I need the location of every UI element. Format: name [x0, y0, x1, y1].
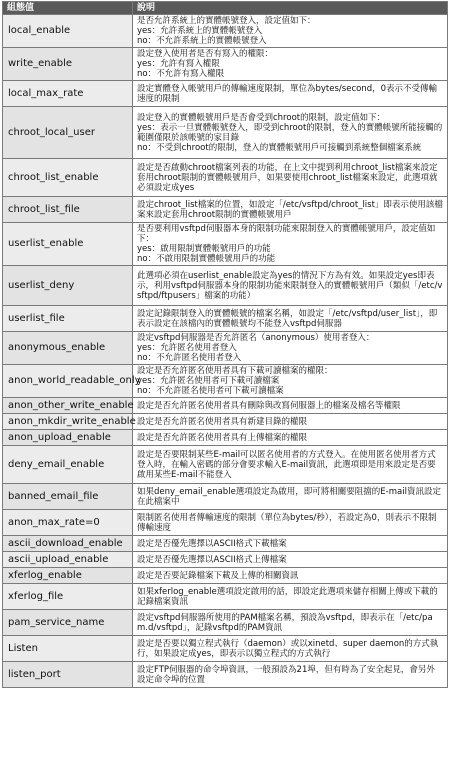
description-line: 如果xferlog_enable選項設定啟用的話，即設定此選項來儲存相關上傳或下載的記錄檔案資訊 — [137, 586, 438, 607]
config-description-cell — [133, 584, 448, 610]
description-line: no：不允許匿名使用者登入 — [137, 353, 242, 363]
description-line: 設定vsftpd伺服器所使用的PAM檔案名稱，預設為vsftpd，即表示在「/etc/pam.d/vsftpd」，記錄vsftpd的PAM資訊 — [137, 612, 433, 633]
table-row — [3, 552, 448, 568]
table-header-row — [3, 2, 448, 15]
config-key-cell: xferlog_file — [3, 584, 133, 610]
description-line: 設定是否允許匿名使用者具有刪除與改寫伺服器上的檔案及檔名等權限 — [137, 400, 401, 411]
description-line: yes：啟用限制實體帳號用戶的功能 — [137, 244, 271, 254]
config-description-cell — [133, 510, 448, 536]
table-row — [3, 510, 448, 536]
description-line: 設定實體登入帳號用戶的傳輸速度限制，單位為bytes/second，0表示不受傳輸速度的限制 — [137, 83, 438, 104]
description-line: 設定是否優先選擇以ASCII格式下載檔案 — [137, 538, 287, 549]
description-line: no：不允許系統上的實體帳號登入 — [137, 36, 267, 46]
config-key-cell: anon_mkdir_write_enable — [3, 414, 133, 430]
config-key-cell: chroot_list_file — [3, 197, 133, 223]
table-row — [3, 536, 448, 552]
table-row — [3, 484, 448, 510]
config-description-cell — [133, 662, 448, 688]
config-description-cell — [133, 365, 448, 398]
vsftpd-config-table — [2, 1, 448, 688]
config-description-cell — [133, 414, 448, 430]
description-line: yes：允許匿名使用者登入 — [137, 343, 237, 353]
description-line: 設定是否要以獨立程式執行（daemon）或以xinetd、super daemon的方式執行，如果設定成yes，即表示以獨立程式的方式執行 — [137, 638, 439, 659]
description-line: no：不允許有寫入權限 — [137, 69, 225, 79]
table-body — [3, 15, 448, 688]
description-line: 設定是否允許匿名使用者具有下載可讀檔案的權限： — [137, 366, 333, 376]
config-key-cell: pam_service_name — [3, 610, 133, 636]
config-key-cell: anon_other_write_enable — [3, 398, 133, 414]
header-description: 說明 — [133, 2, 448, 15]
config-key-cell: deny_email_enable — [3, 446, 133, 484]
config-key-cell: ascii_download_enable — [3, 536, 133, 552]
description-line: 此選項必須在userlist_enable設定為yes的情況下方為有效。如果設定yes即表示，利用vsftpd伺服器本身的限制功能來限制登入的實體帳號用戶（類似「/etc/vsftpd/ftpusers」檔案的功能） — [137, 270, 443, 301]
table-row — [3, 446, 448, 484]
description-line: 設定vsftpd伺服器是否允許匿名（anonymous）使用者登入： — [137, 333, 375, 343]
table-row — [3, 568, 448, 584]
description-line: 限制匿名使用者傳輸速度的限制（單位為bytes/秒），若設定為0，則表示不限制傳輸速度 — [137, 512, 437, 533]
table-row — [3, 15, 448, 48]
description-line: yes：允許匿名使用者可下載可讀檔案 — [137, 376, 280, 386]
description-line: yes：表示一旦實體帳號登入，即受到chroot的限制，登入的實體帳號所能接觸的範圍僅限於該帳號的家目錄 — [137, 122, 443, 143]
description-line: 設定是否要記錄檔案下載及上傳的相關資訊 — [137, 570, 299, 581]
config-description-cell — [133, 48, 448, 81]
config-description-cell — [133, 159, 448, 197]
config-description-cell — [133, 332, 448, 365]
config-key-cell: xferlog_enable — [3, 568, 133, 584]
config-description-cell — [133, 306, 448, 332]
table-row — [3, 223, 448, 266]
config-description-cell — [133, 430, 448, 446]
table-row — [3, 414, 448, 430]
config-key-cell: listen_port — [3, 662, 133, 688]
table-row — [3, 48, 448, 81]
config-key-cell: anon_max_rate=0 — [3, 510, 133, 536]
description-line: 設定chroot_list檔案的位置，如設定「/etc/vsftpd/chroot_list」即表示使用該檔案來設定套用chroot限制的實體帳號用戶 — [137, 199, 443, 220]
config-description-cell — [133, 446, 448, 484]
description-line: 如果deny_email_enable選項設定為啟用，即可將相關要阻擋的E-mail資訊設定在此檔案中 — [137, 486, 441, 507]
description-line: 設定是否要限制某些E-mail可以匿名使用者的方式登入。在使用匿名使用者方式登入時，在輸入密碼的部分會要求輸入E-mail資訊，此選項即是用來設定是否要啟用某些E-mail不能登入 — [137, 449, 436, 480]
config-key-cell: anonymous_enable — [3, 332, 133, 365]
table-row — [3, 306, 448, 332]
description-line: 設定登入的實體帳號用戶是否會受到chroot的限制，設定值如下： — [137, 112, 386, 123]
config-description-cell — [133, 15, 448, 48]
description-line: 是否允許系統上的實體帳號登入，設定值如下： — [137, 16, 316, 26]
config-key-cell: Listen — [3, 636, 133, 662]
config-description-cell — [133, 568, 448, 584]
description-line: 設定FTP伺服器的命令埠資訊，一般預設為21埠，但有時為了安全起見，會另外設定命令埠的位置 — [137, 664, 435, 685]
config-key-cell: local_max_rate — [3, 81, 133, 107]
header-config-value: 組態值 — [3, 2, 133, 15]
config-key-cell: chroot_list_enable — [3, 159, 133, 197]
config-key-cell: anon_world_readable_only — [3, 365, 133, 398]
table-row — [3, 197, 448, 223]
table-row — [3, 332, 448, 365]
config-key-cell: local_enable — [3, 15, 133, 48]
table-row — [3, 584, 448, 610]
config-table-container — [2, 1, 448, 688]
description-line: no：不啟用限制實體帳號用戶的功能 — [137, 254, 276, 264]
config-description-cell — [133, 266, 448, 306]
table-row — [3, 81, 448, 107]
description-line: 設定登入使用者是否有寫入的權限： — [137, 49, 274, 59]
table-row — [3, 159, 448, 197]
table-row — [3, 636, 448, 662]
config-key-cell: chroot_local_user — [3, 107, 133, 159]
table-row — [3, 662, 448, 688]
config-description-cell — [133, 223, 448, 266]
config-key-cell: anon_upload_enable — [3, 430, 133, 446]
description-line: no：不受到chroot的限制，登入的實體帳號用戶可接觸到系統整個檔案系統 — [137, 142, 422, 153]
config-key-cell: userlist_deny — [3, 266, 133, 306]
description-line: 設定是否啟動chroot檔案列表的功能，在上文中提到利用chroot_list檔案來設定套用chroot限制的實體帳號用戶，如果要使用chroot_list檔案來設定，此選項就必須設定成yes — [137, 162, 438, 193]
description-line: yes：允許有寫入權限 — [137, 59, 220, 69]
description-line: 設定是否允許匿名使用者具有新建目錄的權限 — [137, 416, 308, 427]
description-line: 是否要利用vsftpd伺服器本身的限制功能來限制登入的實體帳號用戶，設定值如下： — [137, 224, 436, 244]
config-description-cell — [133, 484, 448, 510]
table-row — [3, 266, 448, 306]
config-description-cell — [133, 81, 448, 107]
description-line: no：不允許匿名使用者可下載可讀檔案 — [137, 386, 284, 396]
description-line: yes：允許系統上的實體帳號登入 — [137, 26, 263, 36]
config-description-cell — [133, 197, 448, 223]
config-description-cell — [133, 536, 448, 552]
description-line: 設定是否允許匿名使用者具有上傳檔案的權限 — [137, 432, 308, 443]
table-row — [3, 365, 448, 398]
config-description-cell — [133, 398, 448, 414]
description-line: 設定記錄限制登入的實體帳號的檔案名稱，如設定「/etc/vsftpd/user_list」，即表示設定在該檔內的實體帳號均不能登入vsftpd伺服器 — [137, 308, 438, 329]
table-row — [3, 430, 448, 446]
config-description-cell — [133, 552, 448, 568]
config-key-cell: userlist_file — [3, 306, 133, 332]
config-description-cell — [133, 107, 448, 159]
config-key-cell: write_enable — [3, 48, 133, 81]
table-row — [3, 610, 448, 636]
config-key-cell: ascii_upload_enable — [3, 552, 133, 568]
config-description-cell — [133, 636, 448, 662]
config-key-cell: userlist_enable — [3, 223, 133, 266]
table-row — [3, 398, 448, 414]
description-line: 設定是否優先選擇以ASCII格式上傳檔案 — [137, 554, 287, 565]
table-row — [3, 107, 448, 159]
config-key-cell: banned_email_file — [3, 484, 133, 510]
config-description-cell — [133, 610, 448, 636]
